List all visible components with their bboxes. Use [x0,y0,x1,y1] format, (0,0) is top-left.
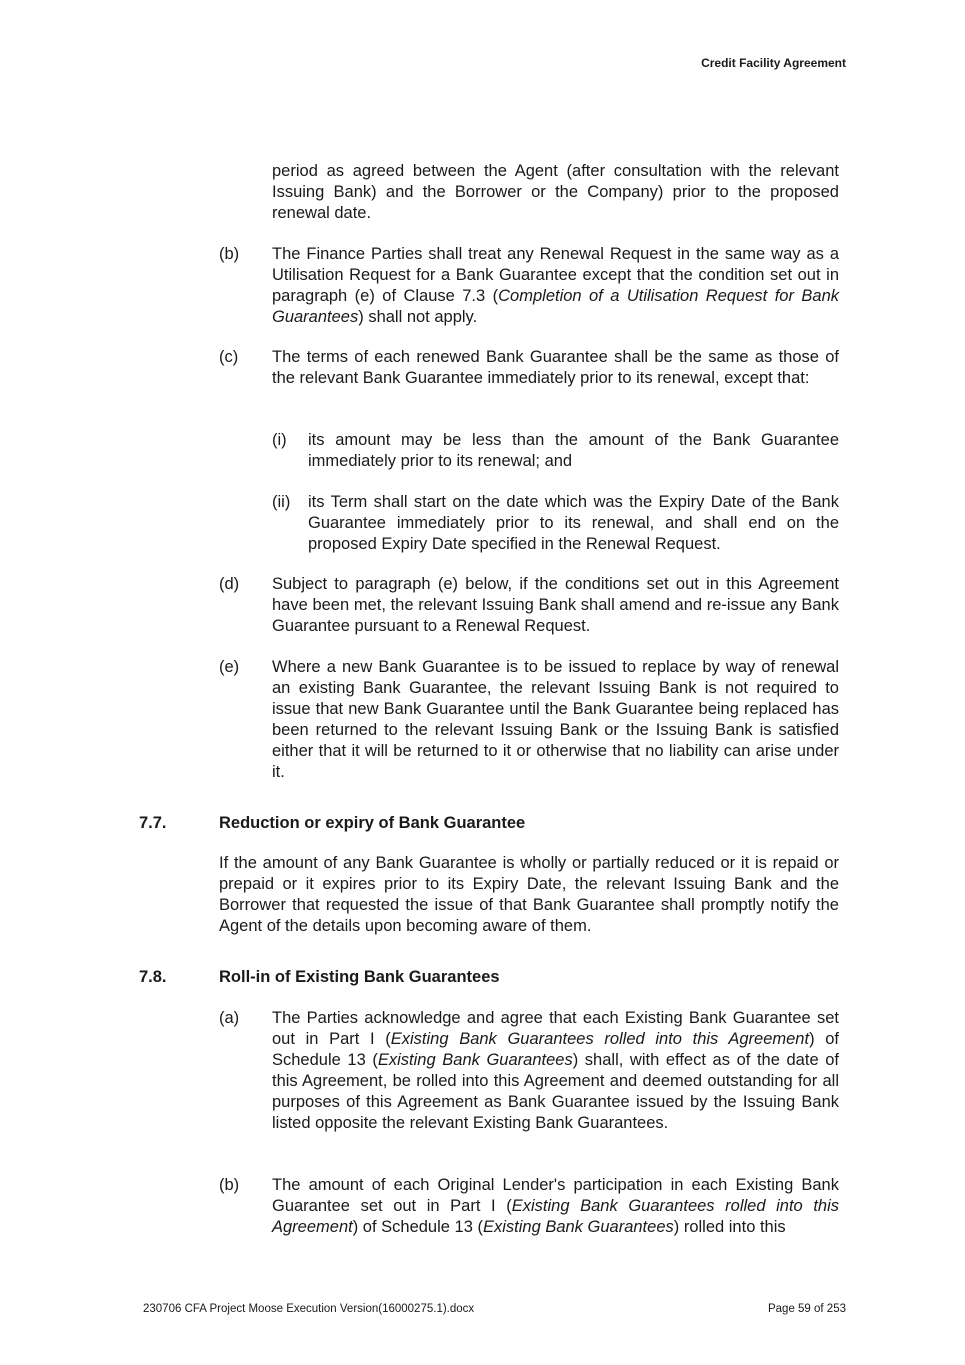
text-run: ) of Schedule 13 ( [352,1218,483,1236]
subparagraph-label: (ii) [272,493,291,511]
paragraph-label: (d) [219,575,240,593]
schedule-reference: Existing Bank Guarantees [482,1218,674,1236]
subparagraph-label: (i) [272,431,287,449]
paragraph-text: The terms of each renewed Bank Guarantee shall be the same as those of the relevant Bank Guarantee immediately prior to its renewal, except that: [272,348,839,387]
paragraph-text [272,1008,839,1134]
part-reference: Existing Bank Guarantees rolled into this Agreement [272,1197,839,1236]
section-number: 7.7. [139,814,167,832]
text-run: The Finance Parties shall treat any Renewal Request in the same way as a Utilisation Request for a Bank Guarantee except that the condition set out in paragraph (e) of Clause 7.3 ( [272,245,839,305]
footer-document-name: 230706 CFA Project Moose Execution Version(16000275.1).docx [143,1303,475,1315]
paragraph-text: If the amount of any Bank Guarantee is wholly or partially reduced or it is repaid or prepaid or it expires prior to its Expiry Date, the relevant Issuing Bank and the Borrower that requested the issue of that Bank Guarantee shall promptly notify the Agent of the details upon becoming aware of them. [219,854,839,935]
paragraph-text: Subject to paragraph (e) below, if the conditions set out in this Agreement have been met, the relevant Issuing Bank shall amend and re-issue any Bank Guarantee pursuant to a Renewal Request. [272,575,839,635]
subparagraph-text: its amount may be less than the amount of the Bank Guarantee immediately prior to its renewal; and [308,431,839,470]
section-7-7-paragraph [219,853,839,937]
paragraph-label: (c) [219,348,239,366]
continued-paragraph [272,161,839,224]
text-run: The Parties acknowledge and agree that each Existing Bank Guarantee set out in Part I ( [272,1009,839,1048]
text-run: ) shall, with effect as of the date of this Agreement, be rolled into this Agreement and deemed outstanding for all purposes of this Agreement as Bank Guarantee issued by the Issuing Bank listed opposite the relevant Existing Bank Guarantees. [272,1051,839,1132]
section-number: 7.8. [139,968,167,986]
continued-text: period as agreed between the Agent (after consultation with the relevant Issuing Bank) and the Borrower or the Company) prior to the proposed renewal date. [272,162,839,222]
running-header: Credit Facility Agreement [701,56,846,70]
paragraph-text: Where a new Bank Guarantee is to be issued to replace by way of renewal an existing Bank Guarantee, the relevant Issuing Bank is not required to issue that new Bank Guarantee until the Bank Guarantee being replaced has been returned to the relevant Issuing Bank or the Issuing Bank is satisfied either that it will be returned to it or otherwise that no liability can arise under it. [272,658,839,781]
section-title: Roll-in of Existing Bank Guarantees [219,968,500,986]
text-run: ) of Schedule 13 ( [272,1030,839,1069]
part-reference: Existing Bank Guarantees rolled into this Agreement [390,1030,810,1048]
paragraph-label: (e) [219,658,240,676]
text-run: The amount of each Original Lender's participation in each Existing Bank Guarantee set out in Part I ( [272,1176,839,1215]
paragraph-text [272,244,839,328]
paragraph-label: (b) [219,245,240,263]
subparagraph-text: its Term shall start on the date which was the Expiry Date of the Bank Guarantee immediately prior to its renewal, and shall end on the proposed Expiry Date specified in the Renewal Request. [308,493,839,553]
paragraph-label: (b) [219,1176,240,1194]
clause-reference: Completion of a Utilisation Request for Bank Guarantees [272,287,840,326]
text-run: ) shall not apply. [358,308,478,326]
schedule-reference: Existing Bank Guarantees [377,1051,573,1069]
paragraph-label: (a) [219,1009,240,1027]
paragraph-text [272,1175,839,1238]
section-title: Reduction or expiry of Bank Guarantee [219,814,526,832]
text-run: ) rolled into this [673,1218,786,1236]
footer-page-number: Page 59 of 253 [767,1303,846,1315]
